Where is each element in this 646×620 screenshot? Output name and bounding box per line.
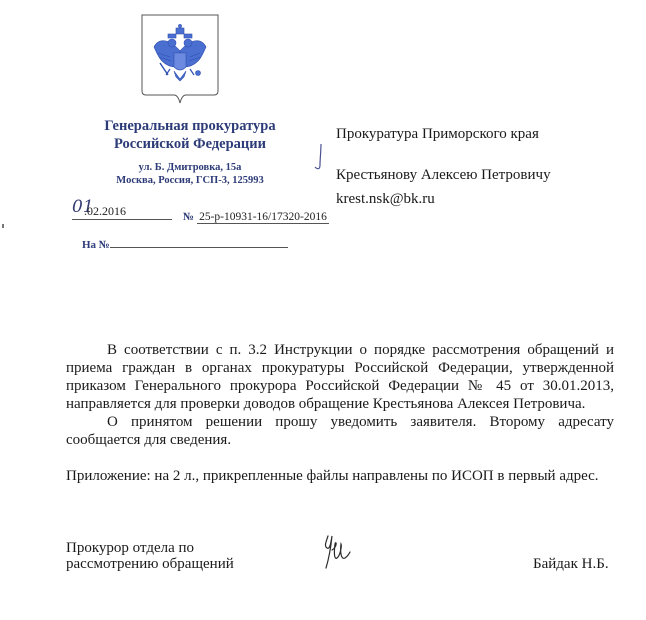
tick-mark-icon (312, 143, 324, 171)
body-paragraph-2: О принятом решении прошу уведомить заявителя. Второму адресату сообщается для сведения. (66, 414, 614, 448)
registration-row (72, 197, 329, 224)
organization-address (60, 161, 320, 187)
russian-coat-of-arms-icon (140, 13, 220, 106)
organization-name (60, 117, 320, 153)
reference-field (110, 236, 288, 248)
signer-name: Байдак Н.Б. (533, 556, 609, 572)
reference-row (82, 235, 288, 253)
body-paragraph-1: В соответствии с п. 3.2 Инструкции о порядке рассмотрения обращений и приема граждан в органах прокуратуры Российской Федерации, утвержденной приказом Генерального прокурора Российской Федерации № 45 от 30.01.2013, направляется для проверки доводов обращение Крестьянова Алексея Петровича. (66, 342, 614, 412)
reference-label: На № (82, 239, 110, 251)
handwritten-day: 01 (72, 197, 94, 217)
recipient-organization: Прокуратура Приморского края (336, 126, 539, 142)
signer-position-line2: рассмотрению обращений (66, 556, 234, 572)
number-label: № (183, 211, 195, 223)
signer-position-line1: Прокурор отдела по (66, 540, 195, 556)
handwritten-signature-icon (318, 532, 354, 572)
coat-of-arms-emblem (140, 13, 220, 106)
outgoing-number: 25-р-10931-16/17320-2016 (199, 211, 327, 223)
date-printed: .02.2016 (84, 204, 126, 218)
organization-line2: Российской Федерации (113, 136, 266, 152)
signer-position (66, 540, 234, 572)
address-line2: Москва, Россия, ГСП-3, 125993 (116, 175, 264, 186)
address-line1: ул. Б. Дмитровка, 15а (138, 162, 242, 173)
organization-line1: Генеральная прокуратура (104, 118, 276, 134)
date-field (72, 197, 172, 220)
handwritten-tick-mark (312, 143, 324, 176)
signature (318, 532, 354, 577)
recipient-email: krest.nsk@bk.ru (336, 191, 435, 207)
attachment-note: Приложение: на 2 л., прикрепленные файлы направлены по ИСОП в первый адрес. (66, 468, 599, 484)
scan-speck (2, 224, 4, 228)
recipient-person: Крестьянову Алексею Петровичу (336, 167, 551, 183)
